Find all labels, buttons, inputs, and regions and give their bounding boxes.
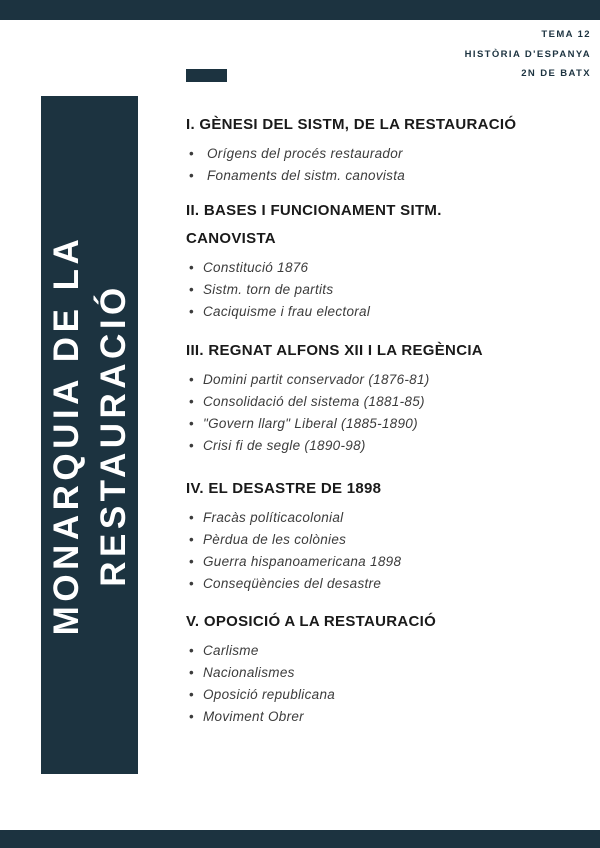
- list-item: • Fracàs políticacolonial: [186, 507, 586, 529]
- list-item: • Caciquisme i frau electoral: [186, 301, 586, 323]
- side-title-line-2: RESTAURACIÓ: [93, 283, 133, 587]
- list-item: • Domini partit conservador (1876-81): [186, 369, 586, 391]
- section-title: III. REGNAT ALFONS XII I LA REGÈNCIA: [186, 342, 483, 359]
- section-title: I. GÈNESI DEL SISTM, DE LA RESTAURACIÓ: [186, 116, 517, 133]
- list-item: • Pèrdua de les colònies: [186, 529, 586, 551]
- section-2: [186, 197, 586, 323]
- section-3: [186, 337, 586, 457]
- section-list: [186, 257, 586, 323]
- list-item: • Oposició republicana: [186, 684, 586, 706]
- list-item: • Nacionalismes: [186, 662, 586, 684]
- bottom-bar: [0, 830, 600, 848]
- meta-topic: TEMA 12: [541, 29, 591, 40]
- accent-block: [186, 69, 227, 82]
- section-title-line-1: II. BASES I FUNCIONAMENT SITM.: [186, 202, 442, 219]
- document-meta: [465, 25, 591, 84]
- list-item: • Orígens del procés restaurador: [186, 143, 586, 165]
- side-title-panel: [41, 96, 138, 774]
- section-title: [186, 197, 586, 253]
- section-list: [186, 369, 586, 457]
- meta-course: 2N DE BATX: [521, 68, 591, 79]
- section-list: [186, 507, 586, 595]
- section-4: [186, 475, 586, 595]
- section-1: [186, 111, 586, 187]
- list-item: • Fonaments del sistm. canovista: [186, 165, 586, 187]
- section-title-line-2: CANOVISTA: [186, 230, 276, 247]
- list-item: • Consolidació del sistema (1881-85): [186, 391, 586, 413]
- list-item: • "Govern llarg" Liberal (1885-1890): [186, 413, 586, 435]
- section-list: [186, 640, 586, 728]
- list-item: • Conseqüències del desastre: [186, 573, 586, 595]
- list-item: • Sistm. torn de partits: [186, 279, 586, 301]
- list-item: • Guerra hispanoamericana 1898: [186, 551, 586, 573]
- meta-subject: HISTÒRIA D'ESPANYA: [464, 48, 591, 60]
- section-title: V. OPOSICIÓ A LA RESTAURACIÓ: [186, 613, 437, 630]
- section-list: [186, 143, 586, 187]
- list-item: • Constitució 1876: [186, 257, 586, 279]
- side-title: [43, 115, 137, 755]
- section-title: IV. EL DESASTRE DE 1898: [186, 480, 382, 497]
- side-title-line-1: MONARQUIA DE LA: [46, 234, 86, 636]
- list-item: • Moviment Obrer: [186, 706, 586, 728]
- section-5: [186, 608, 586, 728]
- list-item: • Carlisme: [186, 640, 586, 662]
- top-bar: [0, 0, 600, 20]
- list-item: • Crisi fi de segle (1890-98): [186, 435, 586, 457]
